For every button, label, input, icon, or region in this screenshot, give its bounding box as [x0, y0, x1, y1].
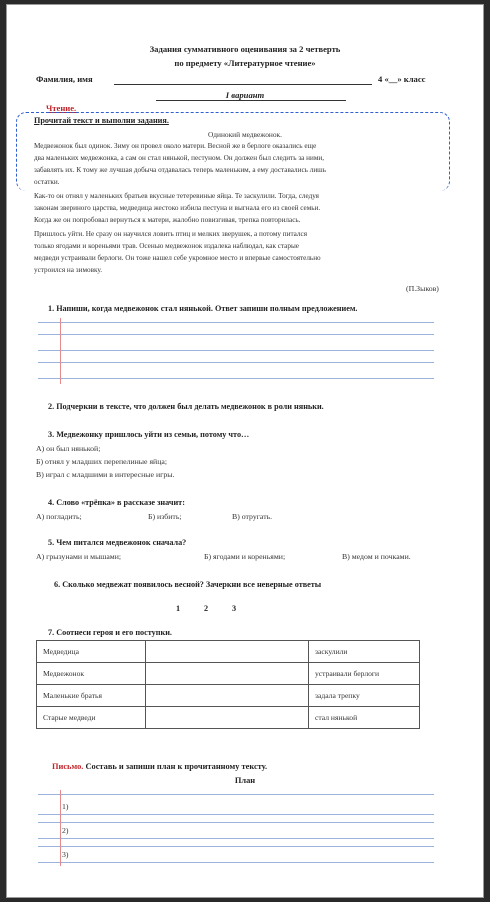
plan-item: 2)	[62, 826, 69, 835]
plan-line[interactable]	[38, 814, 434, 815]
q6-number[interactable]: 1	[176, 604, 181, 613]
plan-line[interactable]	[38, 794, 434, 795]
class-label: 4 «__» класс	[378, 74, 426, 84]
story-line: устроился на зимовку.	[34, 266, 103, 274]
plan-line[interactable]	[38, 862, 434, 863]
connector-cell[interactable]	[146, 685, 309, 707]
connector-cell[interactable]	[146, 663, 309, 685]
answer-line[interactable]	[38, 334, 434, 335]
action-cell[interactable]: устраивали берлоги	[309, 663, 420, 685]
question-7: 7. Соотнеси героя и его поступки.	[48, 628, 172, 637]
title-line-2: по предмету «Литературное чтение»	[174, 58, 316, 68]
table-row	[37, 685, 420, 707]
reading-section-label: Чтение.	[46, 103, 77, 113]
q5-option-a[interactable]: А) грызунами и мышами;	[36, 552, 122, 561]
margin-line	[60, 318, 61, 384]
title-line-1: Задания суммативного оценивания за 2 четверть	[149, 44, 341, 54]
hero-cell[interactable]: Старые медведи	[37, 707, 146, 729]
plan-line[interactable]	[38, 838, 434, 839]
worksheet-page	[6, 4, 484, 898]
question-4: 4. Слово «трёпка» в рассказе значит:	[48, 498, 185, 507]
q3-option-c[interactable]: В) играл с младшими в интересные игры.	[36, 470, 175, 479]
plan-item: 3)	[62, 850, 69, 859]
name-underline[interactable]	[114, 84, 372, 85]
table-row	[37, 641, 420, 663]
q3-option-b[interactable]: Б) отнял у младших перепелиные яйца;	[36, 457, 168, 466]
story-line: Медвежонок был одинок. Зиму он провел около матери. Весной же в берлоге оказались еще	[34, 142, 317, 150]
q4-option-b[interactable]: Б) избить;	[148, 512, 182, 521]
connector-cell[interactable]	[146, 641, 309, 663]
question-1: 1. Напиши, когда медвежонок стал нянькой. Ответ запиши полным предложением.	[48, 304, 358, 313]
writing-section-label: Письмо.	[52, 762, 84, 771]
reading-instruction: Прочитай текст и выполни задания.	[34, 116, 169, 125]
answer-line[interactable]	[38, 378, 434, 379]
plan-line[interactable]	[38, 822, 434, 823]
hero-cell[interactable]: Медведица	[37, 641, 146, 663]
story-author: (П.Зыков)	[406, 284, 439, 293]
margin-line	[60, 790, 61, 866]
action-cell[interactable]: стал нянькой	[309, 707, 420, 729]
hero-cell[interactable]: Маленькие братья	[37, 685, 146, 707]
variant-underline	[156, 100, 346, 101]
table-row	[37, 707, 420, 729]
story-line: забавлять их. К тому же лучшая добыча отдавалась теперь маленьким, а ему доставались лишь	[34, 166, 326, 174]
question-6: 6. Сколько медвежат появилось весной? Зачеркни все неверные ответы	[54, 580, 322, 589]
q6-number[interactable]: 3	[232, 604, 237, 613]
story-line: Как-то он отнял у маленьких братьев вкусные тетеревиные яйца. Те заскулили. Тогда, следуя	[34, 192, 319, 200]
q5-option-c[interactable]: В) медом и почками.	[342, 552, 411, 561]
plan-title: План	[234, 776, 256, 785]
answer-line[interactable]	[38, 322, 434, 323]
story-line: Когда же он попробовал вернуться к матери, жалобно повизгивая, трепка повторилась.	[34, 216, 301, 224]
hero-cell[interactable]: Медвежонок	[37, 663, 146, 685]
connector-cell[interactable]	[146, 707, 309, 729]
table-row	[37, 663, 420, 685]
answer-line[interactable]	[38, 362, 434, 363]
question-3: 3. Медвежонку пришлось уйти из семьи, потому что…	[48, 430, 250, 439]
story-line: два маленьких медвежонка, а сам он стал нянькой, пестуном. Он должен был следить за ними,	[34, 154, 325, 162]
question-2: 2. Подчеркни в тексте, что должен был делать медвежонок в роли няньки.	[48, 402, 324, 411]
story-title: Одинокий медвежонок.	[207, 130, 282, 139]
story-line: медведи устраивали берлоги. Он тоже нашел себе укромное место и впервые самостоятельно	[34, 254, 321, 262]
q6-number[interactable]: 2	[204, 604, 209, 613]
writing-section	[52, 762, 267, 771]
story-line: законам звериного царства, медведица жестоко избила пестуна и выгнала его из своей семьи.	[34, 204, 321, 212]
question-5: 5. Чем питался медвежонок сначала?	[48, 538, 187, 547]
plan-item: 1)	[62, 802, 69, 811]
q5-option-b[interactable]: Б) ягодами и кореньями;	[204, 552, 286, 561]
variant-label: I вариант	[225, 90, 265, 100]
q4-option-c[interactable]: В) отругать.	[232, 512, 273, 521]
matching-table	[36, 640, 420, 729]
plan-line[interactable]	[38, 846, 434, 847]
story-line: остатки.	[34, 178, 60, 186]
story-line: Пришлось уйти. Не сразу он научился ловить птиц и мелких зверушек, а потому питался	[34, 230, 308, 238]
writing-instruction: Составь и запиши план к прочитанному тексту.	[85, 762, 268, 771]
story-line: только ягодами и кореньями трав. Осенью медвежонок издалека наблюдал, как старые	[34, 242, 299, 250]
q4-option-a[interactable]: А) погладить;	[36, 512, 82, 521]
action-cell[interactable]: заскулили	[309, 641, 420, 663]
answer-line[interactable]	[38, 350, 434, 351]
q3-option-a[interactable]: А) он был нянькой;	[36, 444, 101, 453]
action-cell[interactable]: задала трепку	[309, 685, 420, 707]
name-label: Фамилия, имя	[36, 74, 93, 84]
